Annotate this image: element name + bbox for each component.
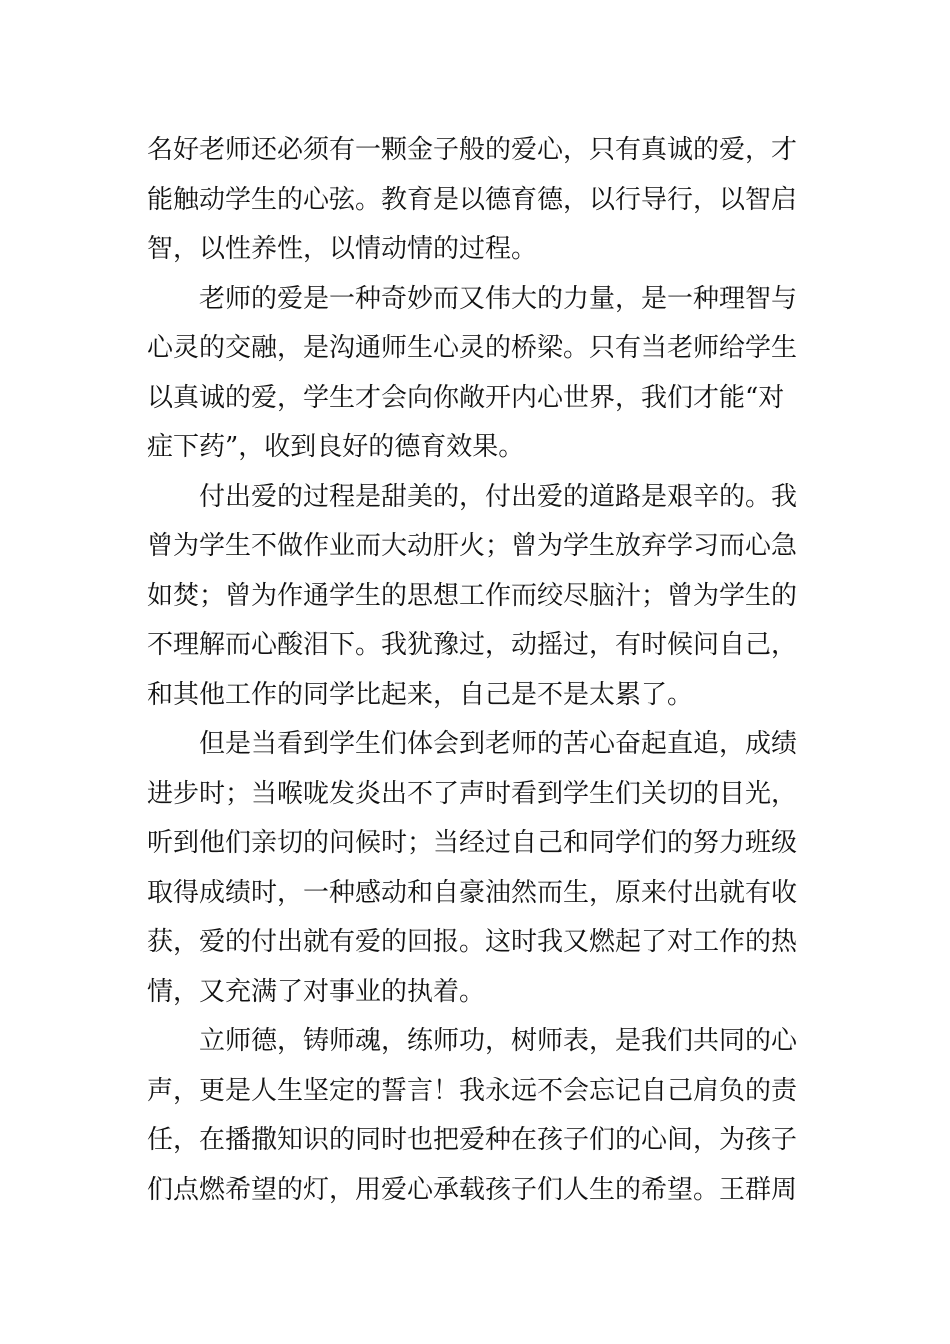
paragraph [147,720,807,1017]
text-line: 进步时；当喉咙发炎出不了声时看到学生们关切的目光， [147,778,798,809]
text-line: 付出爱的过程是甜美的，付出爱的道路是艰辛的。我 [199,481,798,512]
text-line: 听到他们亲切的问候时；当经过自己和同学们的努力班级 [147,828,798,858]
paragraph [147,275,807,473]
text-line: 智，以性养性，以情动情的过程。 [147,234,538,264]
text-line: 老师的爱是一种奇妙而又伟大的力量，是一种理智与 [199,283,798,314]
text-line: 获，爱的付出就有爱的回报。这时我又燃起了对工作的热 [147,927,798,957]
text-line: 以真诚的爱，学生才会向你敞开内心世界，我们才能“对 [147,382,785,413]
text-line: 名好老师还必须有一颗金子般的爱心，只有真诚的爱，才 [147,135,798,165]
paragraph [147,126,807,275]
text-line: 不理解而心酸泪下。我犹豫过，动摇过，有时候问自己， [147,630,798,660]
text-line: 曾为学生不做作业而大动肝火；曾为学生放弃学习而心急 [147,531,798,561]
text-line: 症下药”，收到良好的德育效果。 [147,432,525,462]
paragraph [147,1017,807,1215]
text-line: 取得成绩时，一种感动和自豪油然而生，原来付出就有收 [147,877,798,908]
text-line: 情，又充满了对事业的执着。 [147,976,486,1007]
text-line: 如焚；曾为作通学生的思想工作而绞尽脑汁；曾为学生的 [147,580,798,611]
paragraph [147,473,807,721]
text-line: 们点燃希望的灯，用爱心承载孩子们人生的希望。王群周 [147,1174,798,1205]
text-line: 能触动学生的心弦。教育是以德育德，以行导行，以智启 [147,184,798,215]
text-line: 心灵的交融，是沟通师生心灵的桥梁。只有当老师给学生 [147,333,798,363]
text-line: 声，更是人生坚定的誓言！我永远不会忘记自己肩负的责 [147,1075,798,1106]
text-line: 但是当看到学生们体会到老师的苦心奋起直追，成绩 [199,729,798,759]
text-line: 和其他工作的同学比起来，自己是不是太累了。 [147,679,694,710]
body-text [147,126,807,1215]
text-line: 任，在播撒知识的同时也把爱种在孩子们的心间，为孩子 [147,1125,798,1155]
text-line: 立师德，铸师魂，练师功，树师表，是我们共同的心 [199,1026,798,1056]
